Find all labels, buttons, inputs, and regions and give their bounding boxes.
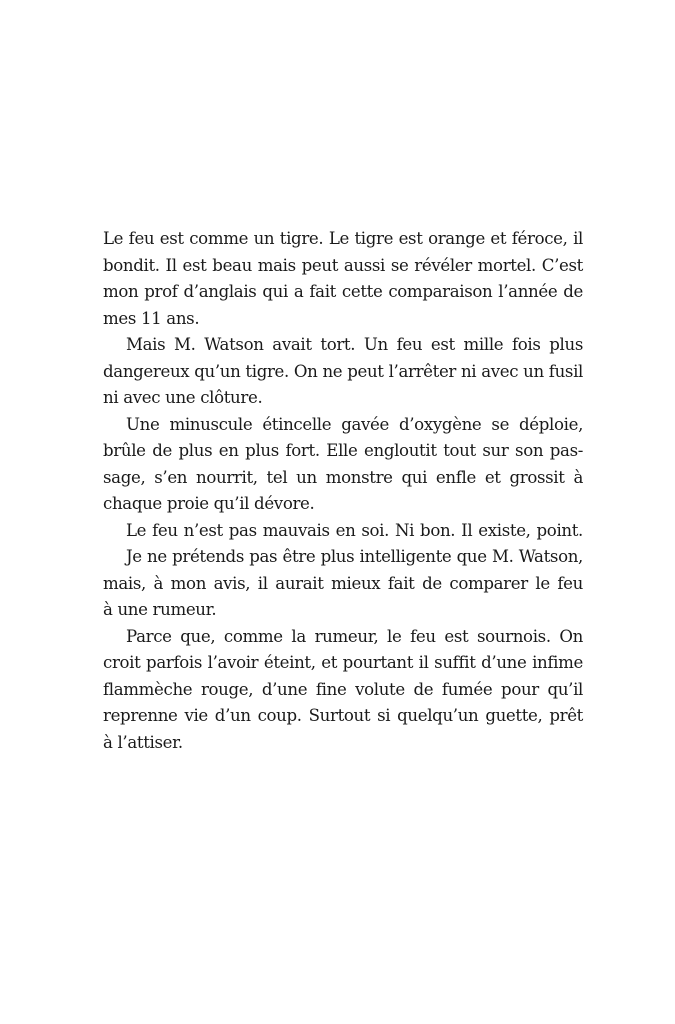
text-line: Le feu n’est pas mauvais en soi. Ni bon. Il existe, point. <box>126 520 583 540</box>
text-line: Le feu est comme un tigre. Le tigre est orange et féroce, il <box>103 229 583 248</box>
text-line: mon prof d’anglais qui a fait cette comparaison l’année de <box>103 282 583 301</box>
body-text <box>103 226 583 756</box>
text-line: Mais M. Watson avait tort. Un feu est mille fois plus <box>126 335 583 354</box>
text-line: dangereux qu’un tigre. On ne peut l’arrêter ni avec un fusil <box>103 361 583 381</box>
text-line: Je ne prétends pas être plus intelligente que M. Watson, <box>126 547 583 566</box>
paragraph-2 <box>103 332 583 412</box>
text-line: mais, à mon avis, il aurait mieux fait de comparer le feu <box>103 573 583 593</box>
text-line: à l’attiser. <box>103 732 183 752</box>
paragraph-3 <box>103 412 583 518</box>
text-line: ni avec une clôture. <box>103 388 263 407</box>
text-line: reprenne vie d’un coup. Surtout si quelqu’un guette, prêt <box>103 706 583 725</box>
paragraph-4 <box>103 518 583 545</box>
text-line: sage, s’en nourrit, tel un monstre qui enfle et grossit à <box>103 467 583 487</box>
paragraph-6 <box>103 624 583 757</box>
text-line: Parce que, comme la rumeur, le feu est sournois. On <box>126 626 583 646</box>
text-line: Une minuscule étincelle gavée d’oxygène se déploie, <box>126 414 583 434</box>
text-line: mes 11 ans. <box>103 308 200 328</box>
text-line: à une rumeur. <box>103 600 217 619</box>
text-line: chaque proie qu’il dévore. <box>103 494 315 513</box>
text-line: flammèche rouge, d’une fine volute de fumée pour qu’il <box>103 679 583 699</box>
text-line: brûle de plus en plus fort. Elle engloutit tout sur son pas- <box>103 441 583 460</box>
paragraph-1 <box>103 226 583 332</box>
text-line: croit parfois l’avoir éteint, et pourtant il suffit d’une infime <box>103 653 583 672</box>
text-line: bondit. Il est beau mais peut aussi se révéler mortel. C’est <box>103 255 583 275</box>
paragraph-5 <box>103 544 583 624</box>
